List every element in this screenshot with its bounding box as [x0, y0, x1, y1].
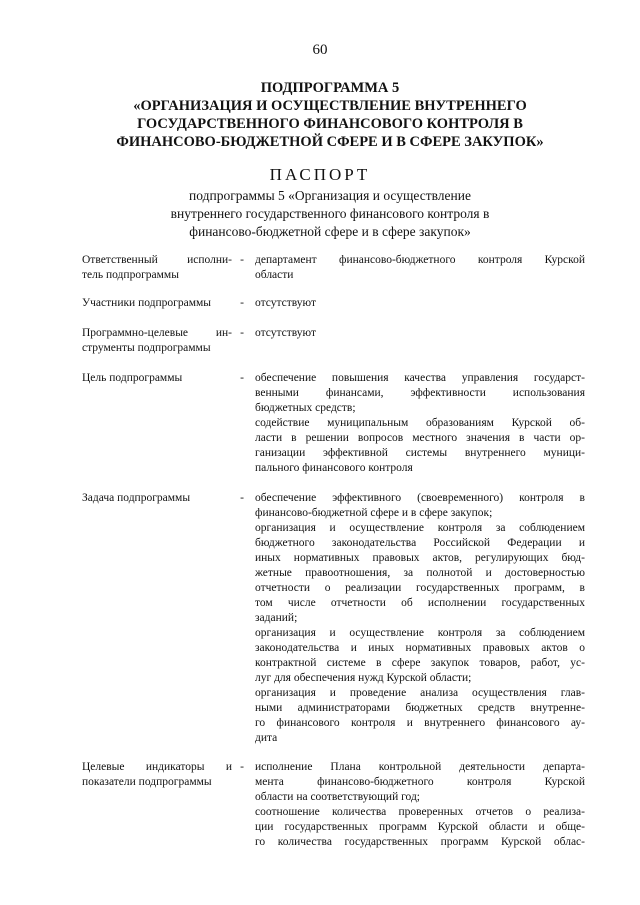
- label-line: тель подпрограммы: [82, 269, 179, 281]
- row-dash: -: [240, 254, 244, 266]
- subtitle-line: подпрограммы 5 «Организация и осуществление: [189, 188, 471, 203]
- value-line: области: [255, 269, 294, 281]
- value-line: организация и осуществление контроля за соблюдением: [255, 627, 585, 639]
- row-dash: -: [240, 327, 244, 339]
- value-line: дита: [255, 732, 278, 744]
- value-line: ции государственных программ Курской области и обще-: [255, 821, 585, 833]
- value-line: организация и проведение анализа осуществления глав-: [255, 687, 585, 699]
- heading-line: «ОРГАНИЗАЦИЯ И ОСУЩЕСТВЛЕНИЕ ВНУТРЕННЕГО: [133, 98, 527, 114]
- label-line: Задача подпрограммы: [82, 492, 191, 504]
- row-label: [82, 253, 232, 283]
- row-value: [255, 371, 585, 476]
- row-value: [255, 326, 585, 341]
- value-line: отсутствуют: [255, 297, 317, 309]
- value-line: мента финансово-бюджетного контроля Курской: [255, 776, 585, 788]
- label-line: Участники подпрограммы: [82, 297, 212, 309]
- value-line: венными финансами, эффективности использования: [255, 387, 585, 399]
- value-line: иных нормативных правовых актов, регулирующих бюд-: [255, 552, 585, 564]
- label-line: струменты подпрограммы: [82, 342, 211, 354]
- value-line: бюджетного законодательства Российской Федерации и: [255, 537, 585, 549]
- row-label: [82, 326, 232, 356]
- value-line: ласти в решении вопросов местного значения в части ор-: [255, 432, 585, 444]
- value-line: обеспечение повышения качества управления государст-: [255, 372, 585, 384]
- value-line: жетные правоотношения, за полнотой и достоверностью: [255, 567, 585, 579]
- row-value: [255, 760, 585, 850]
- subtitle-line: финансово-бюджетной сфере и в сфере закупок»: [189, 224, 471, 239]
- label-line: Ответственный исполни-: [82, 254, 232, 266]
- subtitle-line: внутреннего государственного финансового контроля в: [170, 206, 490, 221]
- value-line: отчетности о реализации государственных программ, в: [255, 582, 585, 594]
- passport-subtitle: [60, 187, 600, 241]
- value-line: соотношение количества проверенных отчетов о реализа-: [255, 806, 585, 818]
- passport-title: ПАСПОРТ: [269, 165, 371, 184]
- row-label: [82, 760, 232, 790]
- row-label: [82, 296, 232, 311]
- label-line: показатели подпрограммы: [82, 776, 212, 788]
- row-value: [255, 296, 585, 311]
- row-value: [255, 491, 585, 746]
- value-line: го количества государственных программ Курской облас-: [255, 836, 585, 848]
- value-line: исполнение Плана контрольной деятельности департа-: [255, 761, 585, 773]
- page-number: 60: [312, 42, 328, 58]
- heading-line: ПОДПРОГРАММА 5: [260, 80, 400, 96]
- value-line: пального финансового контроля: [255, 462, 413, 474]
- row-dash: -: [240, 372, 244, 384]
- value-line: том числе отчетности об исполнении государственных: [255, 597, 585, 609]
- label-line: Программно-целевые ин-: [82, 327, 232, 339]
- value-line: го финансового контроля и внутреннего финансового ау-: [255, 717, 585, 729]
- row-label: [82, 491, 232, 506]
- row-dash: -: [240, 761, 244, 773]
- row-dash: -: [240, 492, 244, 504]
- value-line: заданий;: [255, 612, 298, 624]
- label-line: Целевые индикаторы и: [82, 761, 232, 773]
- heading-line: ГОСУДАРСТВЕННОГО ФИНАНСОВОГО КОНТРОЛЯ В: [137, 116, 523, 132]
- row-value: [255, 253, 585, 283]
- value-line: финансово-бюджетной сфере и в сфере закупок;: [255, 507, 493, 519]
- value-line: обеспечение эффективного (своевременного) контроля в: [255, 492, 585, 504]
- label-line: Цель подпрограммы: [82, 372, 183, 384]
- value-line: области на соответствующий год;: [255, 791, 421, 803]
- value-line: ганизации эффективной системы внутреннего муници-: [255, 447, 585, 459]
- row-label: [82, 371, 232, 386]
- row-dash: -: [240, 297, 244, 309]
- value-line: департамент финансово-бюджетного контроля Курской: [255, 254, 585, 266]
- subprogram-heading: [80, 79, 580, 151]
- value-line: луг для обеспечения нужд Курской области;: [255, 672, 472, 684]
- value-line: ными администраторами бюджетных средств внутренне-: [255, 702, 585, 714]
- value-line: отсутствуют: [255, 327, 317, 339]
- value-line: законодательства и иных нормативных правовых актов о: [255, 642, 585, 654]
- value-line: бюджетных средств;: [255, 402, 356, 414]
- value-line: контрактной системе в сфере закупок товаров, работ, ус-: [255, 657, 585, 669]
- heading-line: ФИНАНСОВО-БЮДЖЕТНОЙ СФЕРЕ И В СФЕРЕ ЗАКУПОК»: [116, 134, 544, 150]
- value-line: организация и осуществление контроля за соблюдением: [255, 522, 585, 534]
- value-line: содействие муниципальным образованиям Курской об-: [255, 417, 585, 429]
